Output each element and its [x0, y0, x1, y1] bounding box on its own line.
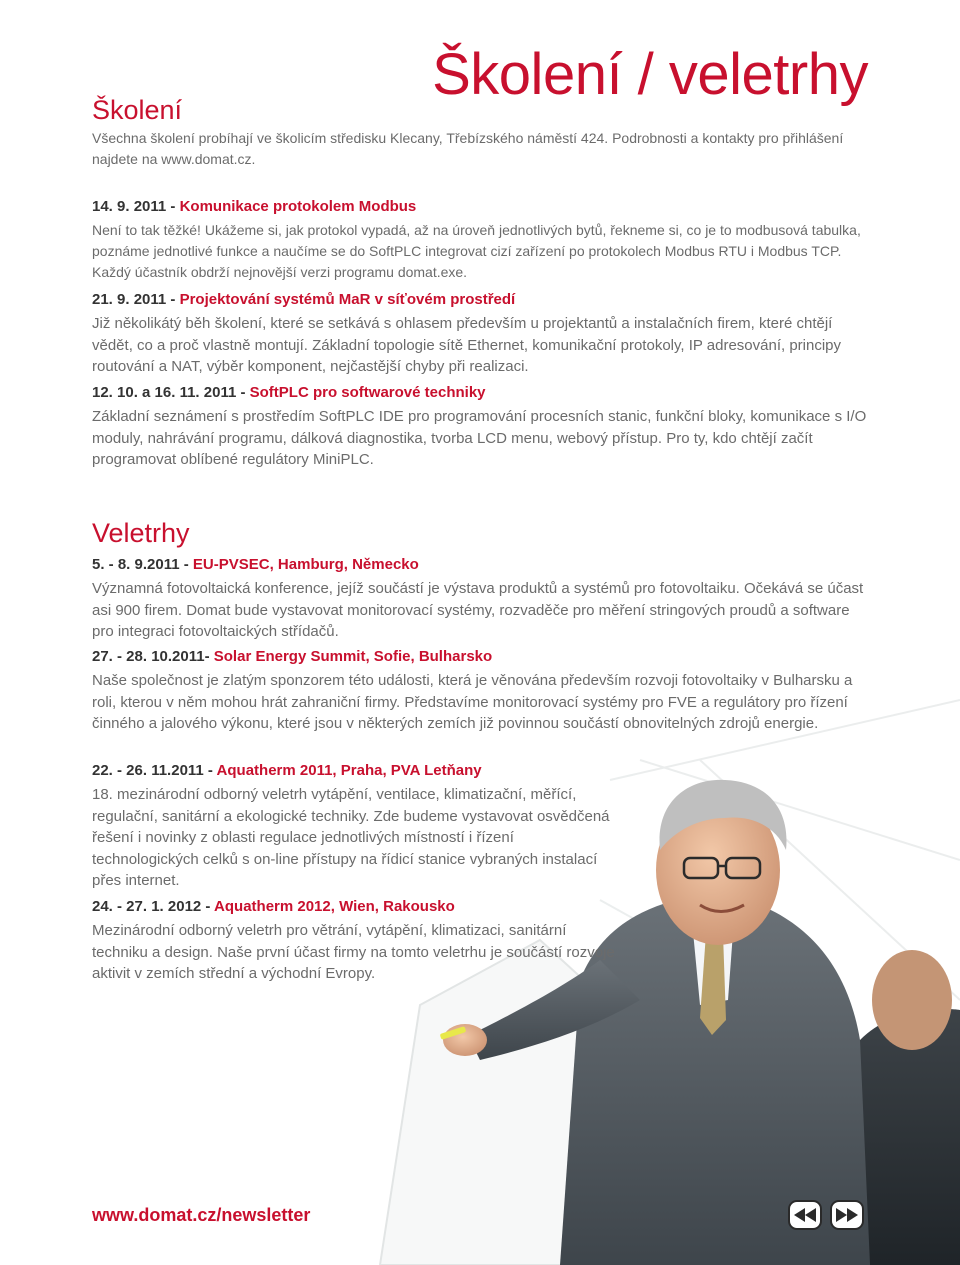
event-date: 5. - 8. 9.2011 - — [92, 556, 193, 573]
skoleni-heading: Školení — [92, 95, 183, 125]
newsletter-link[interactable]: www.domat.cz/newsletter — [92, 1205, 311, 1225]
veletrhy-event-3-heading — [92, 760, 482, 781]
event-title: EU-PVSEC, Hamburg, Německo — [192, 556, 419, 573]
event-title: SoftPLC pro softwarové techniky — [249, 384, 486, 401]
page-title: Školení / veletrhy — [432, 41, 868, 107]
skoleni-event-2-desc: Již několikátý běh školení, které se setkává s ohlasem především u projektantů a instalačních firem, které chtějí vědět, co a proč vlastně montují. Základní topologie sítě Ethernet, komunikační protokoly, IP adresování, principy routování a NAT, výběr komponent, nejčastější chyby při realizaci. — [92, 315, 842, 375]
skoleni-event-1-desc: Není to tak těžké! Ukážeme si, jak protokol vypadá, až na úroveň jednotlivých bytů, řekneme si, co je to modbusová tabulka, poznáme jednotlivé funkce a naučíme se do SoftPLC integrovat cizí zařízení po protokolech Modbus RTU i Modbus TCP. Každý účastník obdrží nejnovější verzi programu domat.exe. — [92, 222, 861, 280]
event-title: Projektování systémů MaR v síťovém prostředí — [179, 291, 516, 308]
event-title: Aquatherm 2012, Wien, Rakousko — [214, 898, 455, 915]
event-title: Aquatherm 2011, Praha, PVA Letňany — [216, 762, 482, 779]
veletrhy-heading: Veletrhy — [92, 518, 190, 548]
veletrhy-event-1-desc: Významná fotovoltaická konference, jejíž součástí je výstava produktů a systémů pro fotovoltaiku. Očekává se účast asi 900 firem. Domat bude vystavovat monitorovací systémy, rozvaděče pro měření stringových proudů a software pro integraci fotovoltaických střídačů. — [92, 580, 864, 640]
veletrhy-event-2-desc: Naše společnost je zlatým sponzorem této události, která je věnována především rozvoji fotovoltaiky v Bulharsku a roli, kterou v něm mohou hrát zahraniční firmy. Představíme monitorovací systémy pro FVE a regulátory pro řízení činného a jalového výkonu, které jsou v některých zemích již povinnou součástí obnovitelných zdrojů energie. — [92, 672, 853, 732]
veletrhy-event-2-heading — [92, 646, 492, 667]
event-date: 22. - 26. 11.2011 - — [92, 762, 217, 779]
event-date: 14. 9. 2011 - — [92, 198, 180, 215]
veletrhy-event-4-heading — [92, 896, 455, 917]
event-date: 24. - 27. 1. 2012 - — [92, 898, 215, 915]
event-date: 12. 10. a 16. 11. 2011 - — [92, 384, 250, 401]
event-title: Komunikace protokolem Modbus — [179, 198, 417, 215]
next-page-button[interactable] — [830, 1200, 864, 1230]
skoleni-intro: Všechna školení probíhají ve školicím středisku Klecany, Třebízského náměstí 424. Podrobnosti a kontakty pro přihlášení najdete na www.domat.cz. — [92, 130, 844, 167]
event-date: 27. - 28. 10.2011- — [92, 648, 214, 665]
skoleni-event-3-desc: Základní seznámení s prostředím SoftPLC IDE pro programování procesních stanic, funkční bloky, komunikace s I/O moduly, nahrávání programu, dálková diagnostika, tvorba LCD menu, webový přístup. Pro ty, kdo chtějí začít programovat oblíbené regulátory MiniPLC. — [92, 408, 867, 468]
skoleni-event-2-heading — [92, 289, 515, 310]
rewind-icon — [794, 1208, 816, 1222]
veletrhy-event-3-desc: 18. mezinárodní odborný veletrh vytápění, ventilace, klimatizační, měřící, regulační, sanitární a ekologické techniky. Zde budeme vystavovat osvědčená řešení i novinky z oblasti regulace jednotlivých místností i řízení technologických celků s on-line přístupy na řídicí stanice vybraných instalací přes internet. — [92, 786, 610, 889]
previous-page-button[interactable] — [788, 1200, 822, 1230]
skoleni-event-1-heading — [92, 196, 416, 217]
veletrhy-event-4-desc: Mezinárodní odborný veletrh pro větrání, vytápění, klimatizaci, sanitární techniku a design. Naše první účast firmy na tomto veletrhu je součástí rozvoje aktivit v zemích střední a východní Evropy. — [92, 922, 615, 982]
veletrhy-event-1-heading — [92, 554, 419, 575]
event-title: Solar Energy Summit, Sofie, Bulharsko — [213, 648, 493, 665]
fast-forward-icon — [836, 1208, 858, 1222]
event-date: 21. 9. 2011 - — [92, 291, 180, 308]
skoleni-event-3-heading — [92, 382, 486, 403]
